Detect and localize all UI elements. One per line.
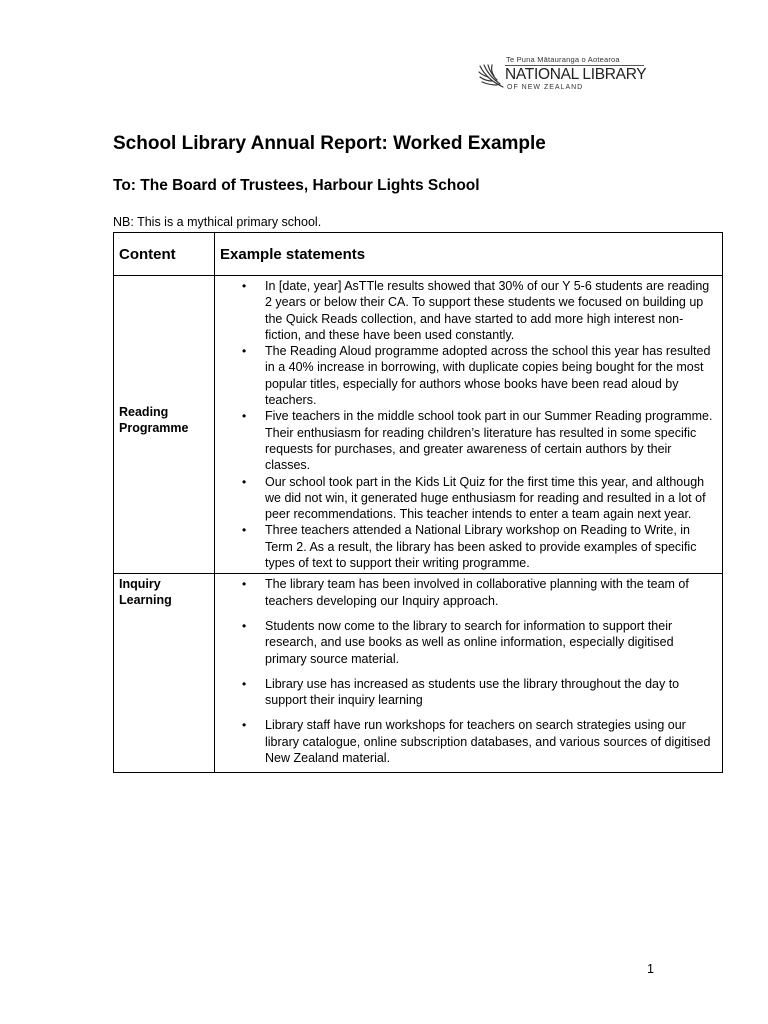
header-content: Content (114, 233, 215, 276)
report-table (113, 232, 723, 773)
list-item: • The Reading Aloud programme adopted across the school this year has resulted in a 40% increase in borrowing, with duplicate copies being bought for the most popular titles, especially for authors whose books have been read aloud by teachers. (215, 343, 722, 408)
page-title: School Library Annual Report: Worked Example (113, 133, 546, 154)
fern-icon (478, 63, 504, 89)
row-label-inquiry-learning: Inquiry Learning (114, 574, 215, 773)
list-item: • The library team has been involved in collaborative planning with the team of teachers developing our Inquiry approach. (215, 576, 722, 609)
logo-country-text: OF NEW ZEALAND (507, 84, 584, 91)
list-item: • Library staff have run workshops for teachers on search strategies using our library catalogue, online subscription databases, and various sources of digitised New Zealand material. (215, 717, 722, 766)
statements-cell (215, 574, 723, 773)
list-item: • Five teachers in the middle school took part in our Summer Reading programme. Their enthusiasm for reading children’s literature has resulted in some specific requests for purchases, and greater awareness of certain authors by their classes. (215, 408, 722, 473)
row-label-reading-programme: Reading Programme (114, 276, 215, 574)
list-item: • Three teachers attended a National Library workshop on Reading to Write, in Term 2. As a result, the library has been asked to provide examples of specific types of text to support their writing programme. (215, 522, 722, 571)
header-example-statements: Example statements (215, 233, 723, 276)
table-row (114, 574, 723, 773)
statements-list (215, 276, 722, 573)
table-header-row (114, 233, 723, 276)
page-number: 1 (647, 962, 654, 976)
table-row (114, 276, 723, 574)
list-item: • In [date, year] AsTTle results showed that 30% of our Y 5-6 students are reading 2 years or below their CA. To support these students we focused on building up the Quick Reads collection, and have started to add more high interest non-fiction, and these have been used constantly. (215, 278, 722, 343)
statements-cell (215, 276, 723, 574)
list-item: • Our school took part in the Kids Lit Quiz for the first time this year, and although we did not win, it generated huge enthusiasm for reading and resulted in a lot of peer recommendations. This teacher intends to enter a team again next year. (215, 474, 722, 523)
national-library-logo (478, 55, 647, 95)
statements-list (215, 574, 722, 772)
list-item: • Library use has increased as students use the library throughout the day to support their inquiry learning (215, 676, 722, 709)
logo-name-text: NATIONAL LIBRARY (505, 66, 647, 83)
nb-note: NB: This is a mythical primary school. (113, 215, 322, 229)
list-item: • Students now come to the library to search for information to support their research, and use books as well as online information, especially digitised primary source material. (215, 618, 722, 667)
logo-maori-text: Te Puna Mātauranga o Aotearoa (506, 55, 620, 64)
to-line: To: The Board of Trustees, Harbour Lights School (113, 177, 480, 194)
